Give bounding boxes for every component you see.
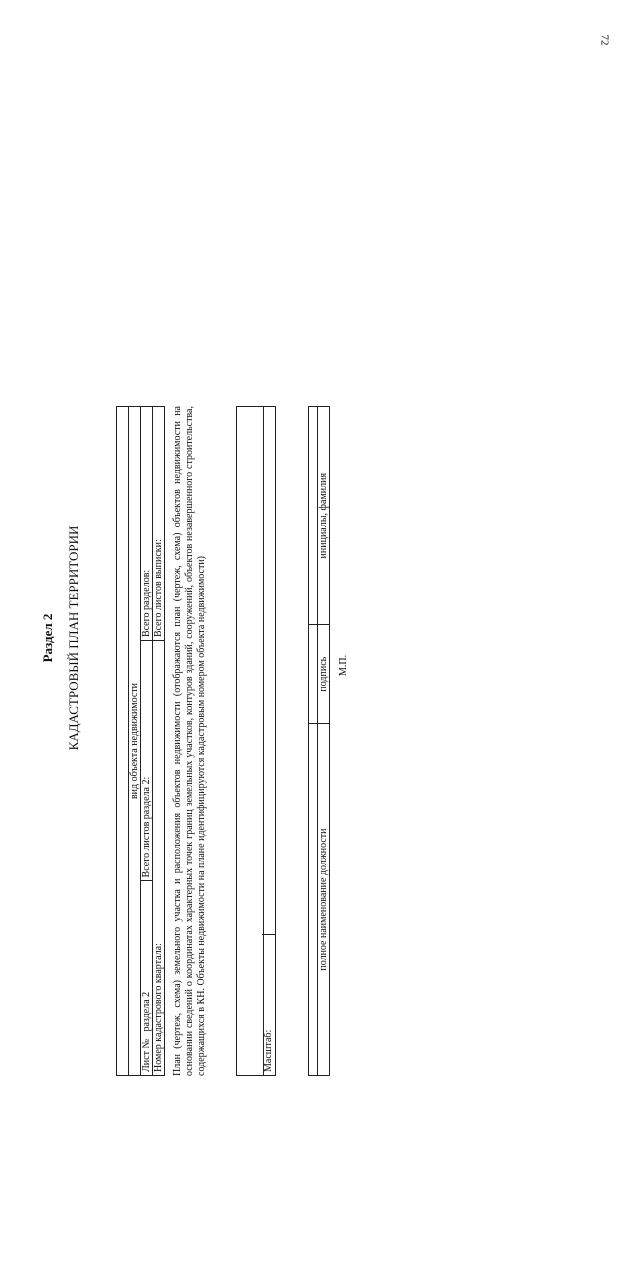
- document-subtitle: КАДАСТРОВЫЙ ПЛАН ТЕРРИТОРИИ: [66, 525, 81, 751]
- sheet-cell: Лист № раздела 2: [141, 881, 153, 1076]
- header-table: [116, 406, 165, 1076]
- position-label: полное наименование должности: [318, 724, 330, 1076]
- total-sheets-extract-cell: Всего листов выписки:: [153, 407, 165, 641]
- section-title: Раздел 2: [40, 613, 55, 663]
- scale-label: Масштаб:: [263, 1029, 274, 1072]
- plan-area: [237, 407, 264, 1075]
- stamp-label: М.П.: [338, 654, 349, 676]
- description-paragraph: План (чертеж, схема) земельного участка и расположения объектов недвижимости (отображаются план (чертеж, схема) объектов недвижимости на основании сведений о координатах характерных точек границ земельных участков, контуров зданий, сооружений, объектов незавершенного строительства, содержащихся в КН. Объекты недвижимости на плане идентифицируются кадастровым номером объекта недвижимости): [172, 406, 207, 1076]
- name-label: инициалы, фамилия: [318, 407, 330, 625]
- quarter-number-cell: Номер кадастрового квартала:: [153, 641, 165, 1076]
- page-number: 72: [598, 34, 611, 46]
- total-sheets-section-cell: Всего листов раздела 2:: [141, 641, 153, 881]
- scale-divider: [262, 934, 275, 935]
- sign-label: подпись: [318, 625, 330, 724]
- object-type-cell: вид объекта недвижимости: [129, 407, 141, 1076]
- signature-table: [308, 406, 330, 1076]
- plan-box: [236, 406, 276, 1076]
- total-sections-cell: Всего разделов:: [141, 407, 153, 641]
